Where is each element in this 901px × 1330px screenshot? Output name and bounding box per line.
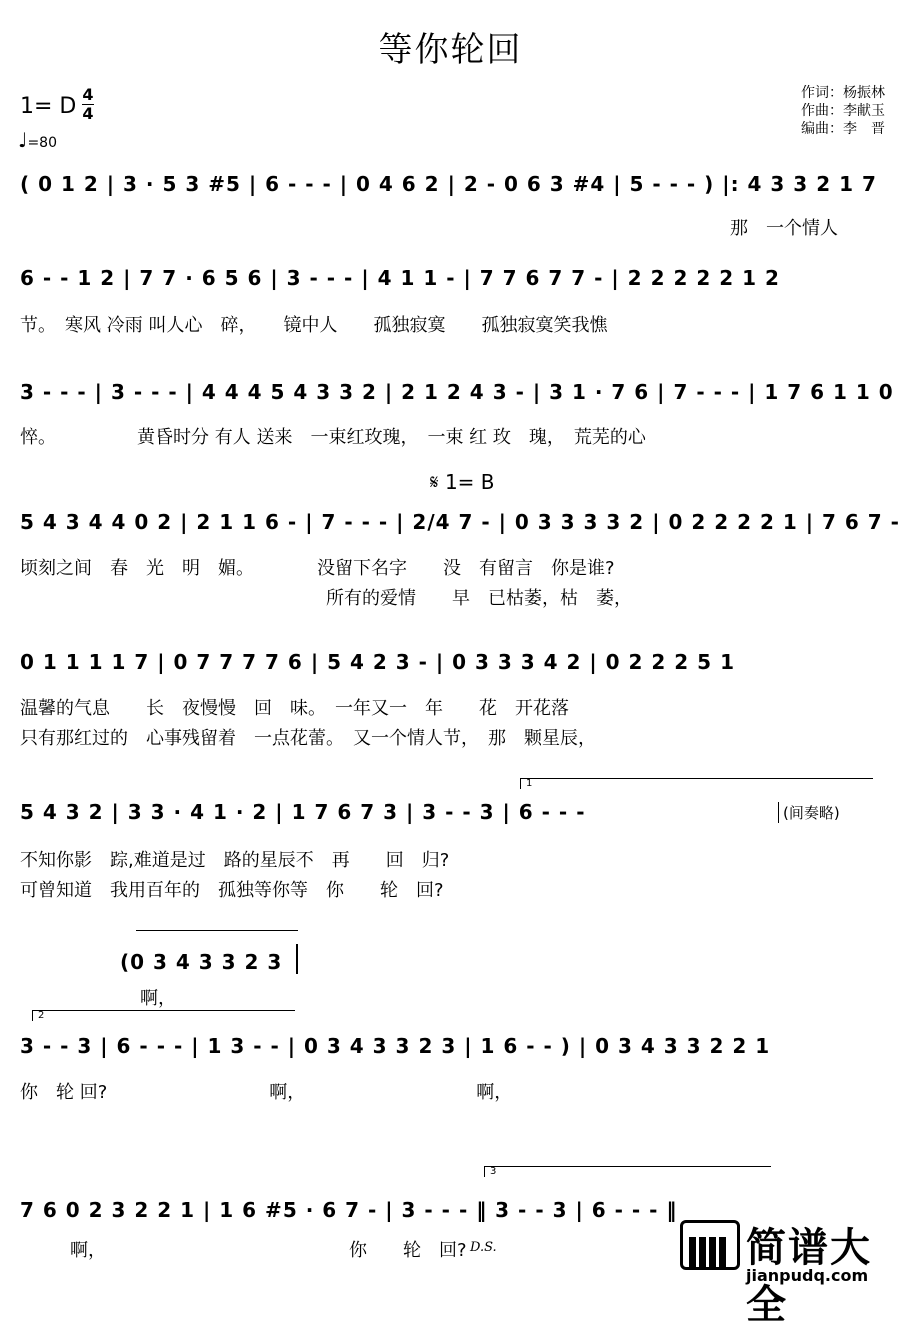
time-signature [82,86,94,123]
score-row-7: (0 3 4 3 3 2 3 [120,950,283,974]
lyrics-row-4a: 顷刻之间 春 光 明 媚。 没留下名字 没 有留言 你是谁? [20,558,615,579]
score-row-8: 3 - - 3 | 6 - - - | 1 3 - - | 0 3 4 3 3 2 3 | 1 6 - - ) | 0 3 4 3 3 2 2 1 [20,1034,771,1058]
lyrics-row-1: 那 一个情人 [730,218,838,239]
time-top: 4 [82,85,94,104]
time-bottom: 4 [82,104,94,123]
lyrics-row-8: 你 轮 回? 啊， 啊， [20,1082,513,1103]
lyrics-row-6b: 可曾知道 我用百年的 孤独等你等 你 轮 回? [20,880,444,901]
watermark-url: jianpudq.com [746,1266,869,1285]
score-row-5: 0 1 1 1 1 7 | 0 7 7 7 7 6 | 5 4 2 3 - | 0 3 3 3 4 2 | 0 2 2 2 5 1 [20,650,735,674]
composer-credit: 作曲：李献玉 [801,103,885,119]
volta-bracket-1 [520,778,873,789]
lyricist-credit: 作词：杨振林 [801,85,885,101]
key-signature: 1= D [20,94,77,119]
dal-segno-mark: D.S. [470,1240,497,1255]
lyrics-row-7: 啊， [140,988,176,1009]
lyrics-row-5a: 温馨的气息 长 夜慢慢 回 味。 一年又一 年 花 开花落 [20,698,569,719]
volta-number-2: 2 [38,1010,45,1021]
song-title: 等你轮回 [378,30,523,70]
score-row-3: 3 - - - | 3 - - - | 4 4 4 5 4 3 3 2 | 2 1 2 4 3 - | 3 1 · 7 6 | 7 - - - | 1 7 6 1 1 0 [20,380,894,404]
watermark [676,1216,901,1328]
lyrics-row-2: 节。 寒风 冷雨 叫人心 碎， 镜中人 孤独寂寞 孤独寂寞笑我憔 [20,315,608,336]
lyrics-row-3: 悴。 黄昏时分 有人 送来 一束红玫瑰， 一束 红 玫 瑰， 荒芜的心 [20,427,646,448]
ossia-barline [296,944,298,974]
score-row-9: 7 6 0 2 3 2 2 1 | 1 6 #5 · 6 7 - | 3 - - - ‖ 3 - - 3 | 6 - - - ‖ [20,1198,678,1222]
volta-number-1: 1 [526,778,533,789]
score-row-4: 5 4 3 4 4 0 2 | 2 1 1 6 - | 7 - - - | 2/4 7 - | 0 3 3 3 3 2 | 0 2 2 2 2 1 | 7 6 7 - [20,510,900,534]
quarter-note-icon: ♩ [18,128,28,152]
segno-key-change: 𝄋 1= B [430,470,495,494]
volta-bracket-3 [484,1166,771,1177]
lyrics-row-6a: 不知你影 踪,难道是过 路的星辰不 再 回 归? [20,850,450,871]
interlude-note: (间奏略) [778,802,840,823]
ossia-slur [136,930,298,931]
score-row-6: 5 4 3 2 | 3 3 · 4 1 · 2 | 1 7 6 7 3 | 3 - - 3 | 6 - - - [20,800,586,824]
lyrics-row-9: 啊， 你 轮 回? [70,1240,467,1261]
lyrics-row-5b: 只有那红过的 心事残留着 一点花蕾。 又一个情人节， 那 颗星辰， [20,728,596,749]
piano-keys-icon [680,1220,740,1270]
volta-bracket-2 [32,1010,295,1021]
watermark-text: 简谱大全 [746,1225,872,1328]
tempo-marking: ♩=80 [18,128,57,152]
volta-number-3: 3 [490,1166,497,1177]
lyrics-row-4b: 所有的爱情 早 已枯萎，枯 萎， [20,588,632,609]
score-row-1: ( 0 1 2 | 3 · 5 3 #5 | 6 - - - | 0 4 6 2 | 2 - 0 6 3 #4 | 5 - - - ) |: 4 3 3 2 1 7 [20,172,877,196]
arranger-credit: 编曲：李 晋 [801,121,885,137]
score-row-2: 6 - - 1 2 | 7 7 · 6 5 6 | 3 - - - | 4 1 1 - | 7 7 6 7 7 - | 2 2 2 2 2 1 2 [20,266,780,290]
